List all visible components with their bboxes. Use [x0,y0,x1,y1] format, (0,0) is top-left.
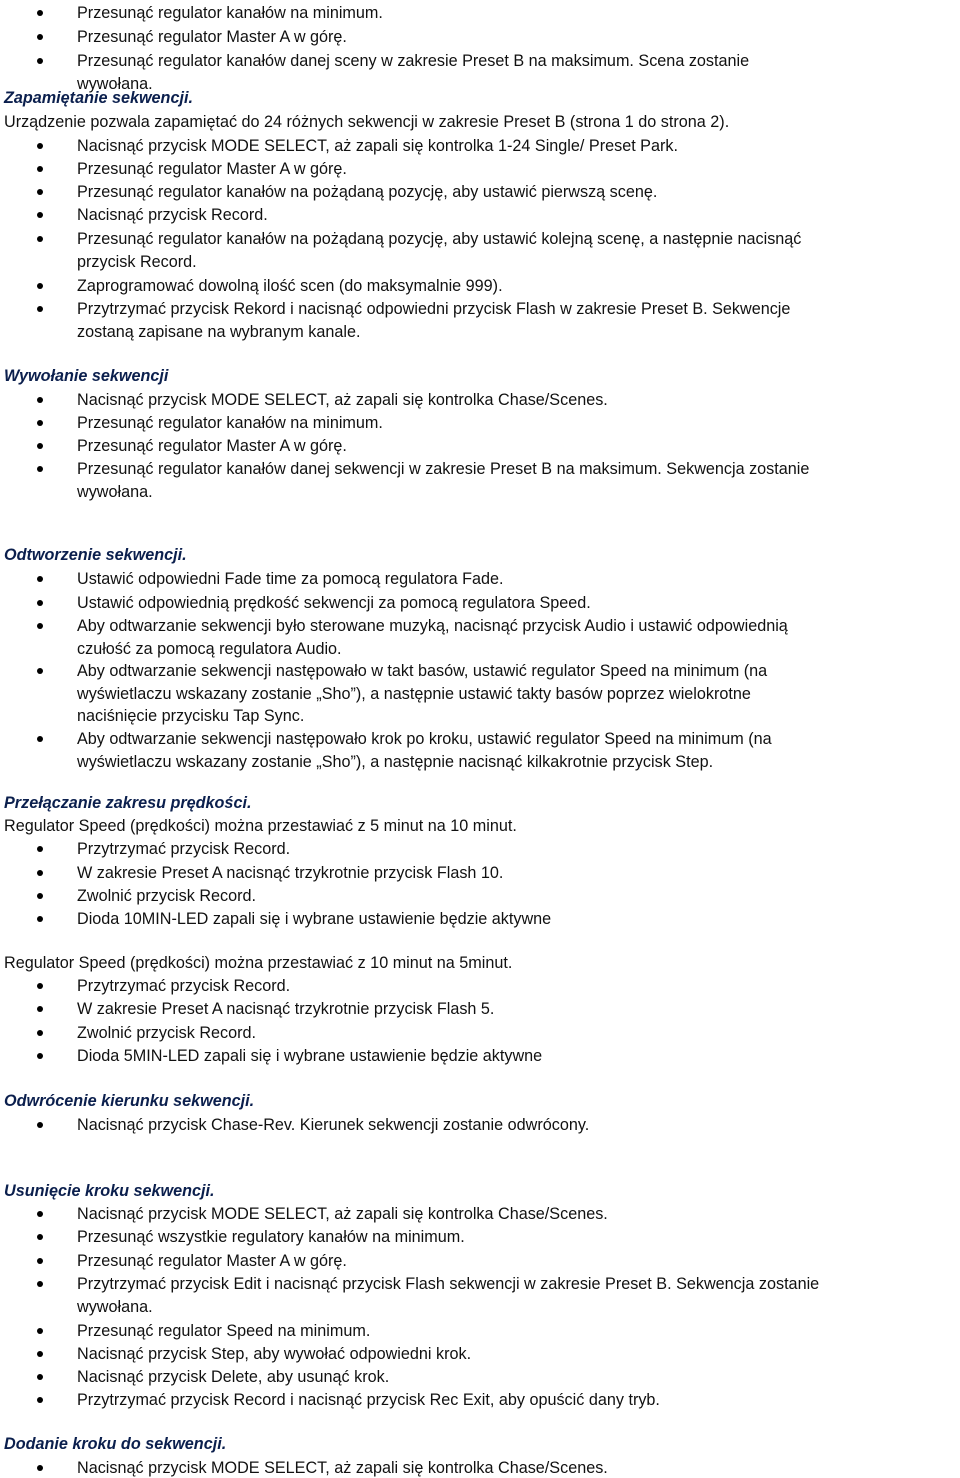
bullet-icon [37,212,43,218]
list-item-text: Zwolnić przycisk Record. [77,887,257,905]
list-item-text: Przesunąć wszystkie regulatory kanałów na minimum. [77,1228,465,1246]
bullet-icon [37,10,43,16]
paragraph-text: Urządzenie pozwala zapamiętać do 24 różnych sekwencji w zakresie Preset B (strona 1 do strona 2). [4,113,730,131]
bullet-icon [37,623,43,629]
paragraph-text: Regulator Speed (prędkości) można przestawiać z 5 minut na 10 minut. [4,817,517,835]
list-item-text: Dioda 10MIN-LED zapali się i wybrane ustawienie będzie aktywne [77,910,552,928]
list-item-text: Przesunąć regulator Master A w górę. [77,437,347,455]
list-item-text: Dioda 5MIN-LED zapali się i wybrane ustawienie będzie aktywne [77,1047,543,1065]
list-item-text: Przytrzymać przycisk Record i nacisnąć przycisk Rec Exit, aby opuścić dany tryb. [77,1391,660,1409]
section-heading: Dodanie kroku do sekwencji. [4,1435,227,1453]
bullet-icon [37,283,43,289]
list-item-text: Przesunąć regulator Master A w górę. [77,1252,347,1270]
bullet-icon [37,846,43,852]
bullet-icon [37,1281,43,1287]
bullet-icon [37,736,43,742]
section-heading: Wywołanie sekwencji [4,367,169,385]
list-item-text: Aby odtwarzanie sekwencji następowało w takt basów, ustawić regulator Speed na minimum (na [77,662,768,680]
bullet-icon [37,143,43,149]
list-item-text: wyświetlaczu wskazany zostanie „Sho”), a następnie nacisnąć kilkakrotnie przycisk Step. [77,752,714,771]
list-item-text: Nacisnąć przycisk MODE SELECT, aż zapali się kontrolka Chase/Scenes. [77,1205,608,1223]
bullet-icon [37,1122,43,1128]
bullet-icon [37,1006,43,1012]
bullet-icon [37,1258,43,1264]
bullet-icon [37,668,43,674]
list-item-text: Przesunąć regulator kanałów na minimum. [77,4,383,22]
list-item-text: Nacisnąć przycisk MODE SELECT, aż zapali się kontrolka 1-24 Single/ Preset Park. [77,137,678,155]
bullet-icon [37,600,43,606]
bullet-icon [37,893,43,899]
bullet-icon [37,466,43,472]
list-item-text: Nacisnąć przycisk MODE SELECT, aż zapali się kontrolka Chase/Scenes. [77,1459,608,1477]
paragraph-text: Regulator Speed (prędkości) można przestawiać z 10 minut na 5minut. [4,954,513,972]
list-item-text: zostaną zapisane na wybranym kanale. [77,322,361,341]
list-item-text: Przesunąć regulator kanałów na pożądaną pozycję, aby ustawić kolejną scenę, a następnie nacisnąć [77,230,802,248]
bullet-icon [37,1351,43,1357]
list-item-text: Aby odtwarzanie sekwencji było sterowane muzyką, nacisnąć przycisk Audio i ustawić odpowiednią [77,617,788,635]
list-item-text: przycisk Record. [77,252,197,271]
list-item-text: Przesunąć regulator kanałów danej sekwencji w zakresie Preset B na maksimum. Sekwencja zostanie [77,460,810,478]
list-item-text: Przesunąć regulator Speed na minimum. [77,1322,371,1340]
list-item-text: Przesunąć regulator kanałów na pożądaną pozycję, aby ustawić pierwszą scenę. [77,183,658,201]
list-item-text: czułość za pomocą regulatora Audio. [77,639,342,658]
list-item-text: Nacisnąć przycisk MODE SELECT, aż zapali się kontrolka Chase/Scenes. [77,391,608,409]
list-item-text: Zaprogramować dowolną ilość scen (do maksymalnie 999). [77,277,503,295]
section-heading: Usunięcie kroku sekwencji. [4,1182,215,1200]
section-heading: Przełączanie zakresu prędkości. [4,794,252,812]
list-item-text: Nacisnąć przycisk Delete, aby usunąć krok. [77,1368,390,1386]
bullet-icon [37,1053,43,1059]
section-heading: Odwrócenie kierunku sekwencji. [4,1092,255,1110]
list-item-text: Przesunąć regulator kanałów danej sceny w zakresie Preset B na maksimum. Scena zostanie [77,52,750,70]
list-item-text: wywołana. [77,1297,153,1316]
bullet-icon [37,397,43,403]
list-item-text: Nacisnąć przycisk Step, aby wywołać odpowiedni krok. [77,1345,472,1363]
list-item-text: Przytrzymać przycisk Record. [77,840,291,858]
list-item-text: Przytrzymać przycisk Edit i nacisnąć przycisk Flash sekwencji w zakresie Preset B. Sekwencja zostanie [77,1275,820,1293]
bullet-icon [37,443,43,449]
bullet-icon [37,420,43,426]
bullet-icon [37,236,43,242]
bullet-icon [37,306,43,312]
list-item-text: Nacisnąć przycisk Record. [77,206,268,224]
bullet-icon [37,983,43,989]
list-item-text: wywołana. [77,482,153,501]
bullet-icon [37,1465,43,1471]
bullet-icon [37,189,43,195]
bullet-icon [37,166,43,172]
list-item-text: Przytrzymać przycisk Rekord i nacisnąć odpowiedni przycisk Flash w zakresie Preset B. Sekwencje [77,300,791,318]
list-item-text: wyświetlaczu wskazany zostanie „Sho”), a następnie ustawić takty basów poprzez wielokrotne [77,684,751,703]
bullet-icon [37,58,43,64]
list-item-text: Przytrzymać przycisk Record. [77,977,291,995]
list-item-text: Przesunąć regulator Master A w górę. [77,160,347,178]
list-item-text: Aby odtwarzanie sekwencji następowało krok po kroku, ustawić regulator Speed na minimum (na [77,730,772,748]
list-item-text: Zwolnić przycisk Record. [77,1024,257,1042]
list-item-text: Przesunąć regulator Master A w górę. [77,28,347,46]
list-item-text: W zakresie Preset A nacisnąć trzykrotnie przycisk Flash 10. [77,864,504,882]
bullet-icon [37,1211,43,1217]
list-item-text: Nacisnąć przycisk Chase-Rev. Kierunek sekwencji zostanie odwrócony. [77,1116,590,1134]
list-item-text: Ustawić odpowiednią prędkość sekwencji za pomocą regulatora Speed. [77,594,591,612]
bullet-icon [37,1397,43,1403]
list-item-text: wywołana. [77,74,153,93]
list-item-text: Ustawić odpowiedni Fade time za pomocą regulatora Fade. [77,570,504,588]
bullet-icon [37,1234,43,1240]
bullet-icon [37,34,43,40]
bullet-icon [37,1030,43,1036]
list-item-text: W zakresie Preset A nacisnąć trzykrotnie przycisk Flash 5. [77,1000,495,1018]
bullet-icon [37,870,43,876]
list-item-text: Przesunąć regulator kanałów na minimum. [77,414,383,432]
bullet-icon [37,576,43,582]
section-heading: Zapamiętanie sekwencji. [4,89,193,107]
bullet-icon [37,1374,43,1380]
bullet-icon [37,1328,43,1334]
bullet-icon [37,916,43,922]
section-heading: Odtworzenie sekwencji. [4,546,187,564]
list-item-text: naciśnięcie przycisku Tap Sync. [77,707,305,725]
